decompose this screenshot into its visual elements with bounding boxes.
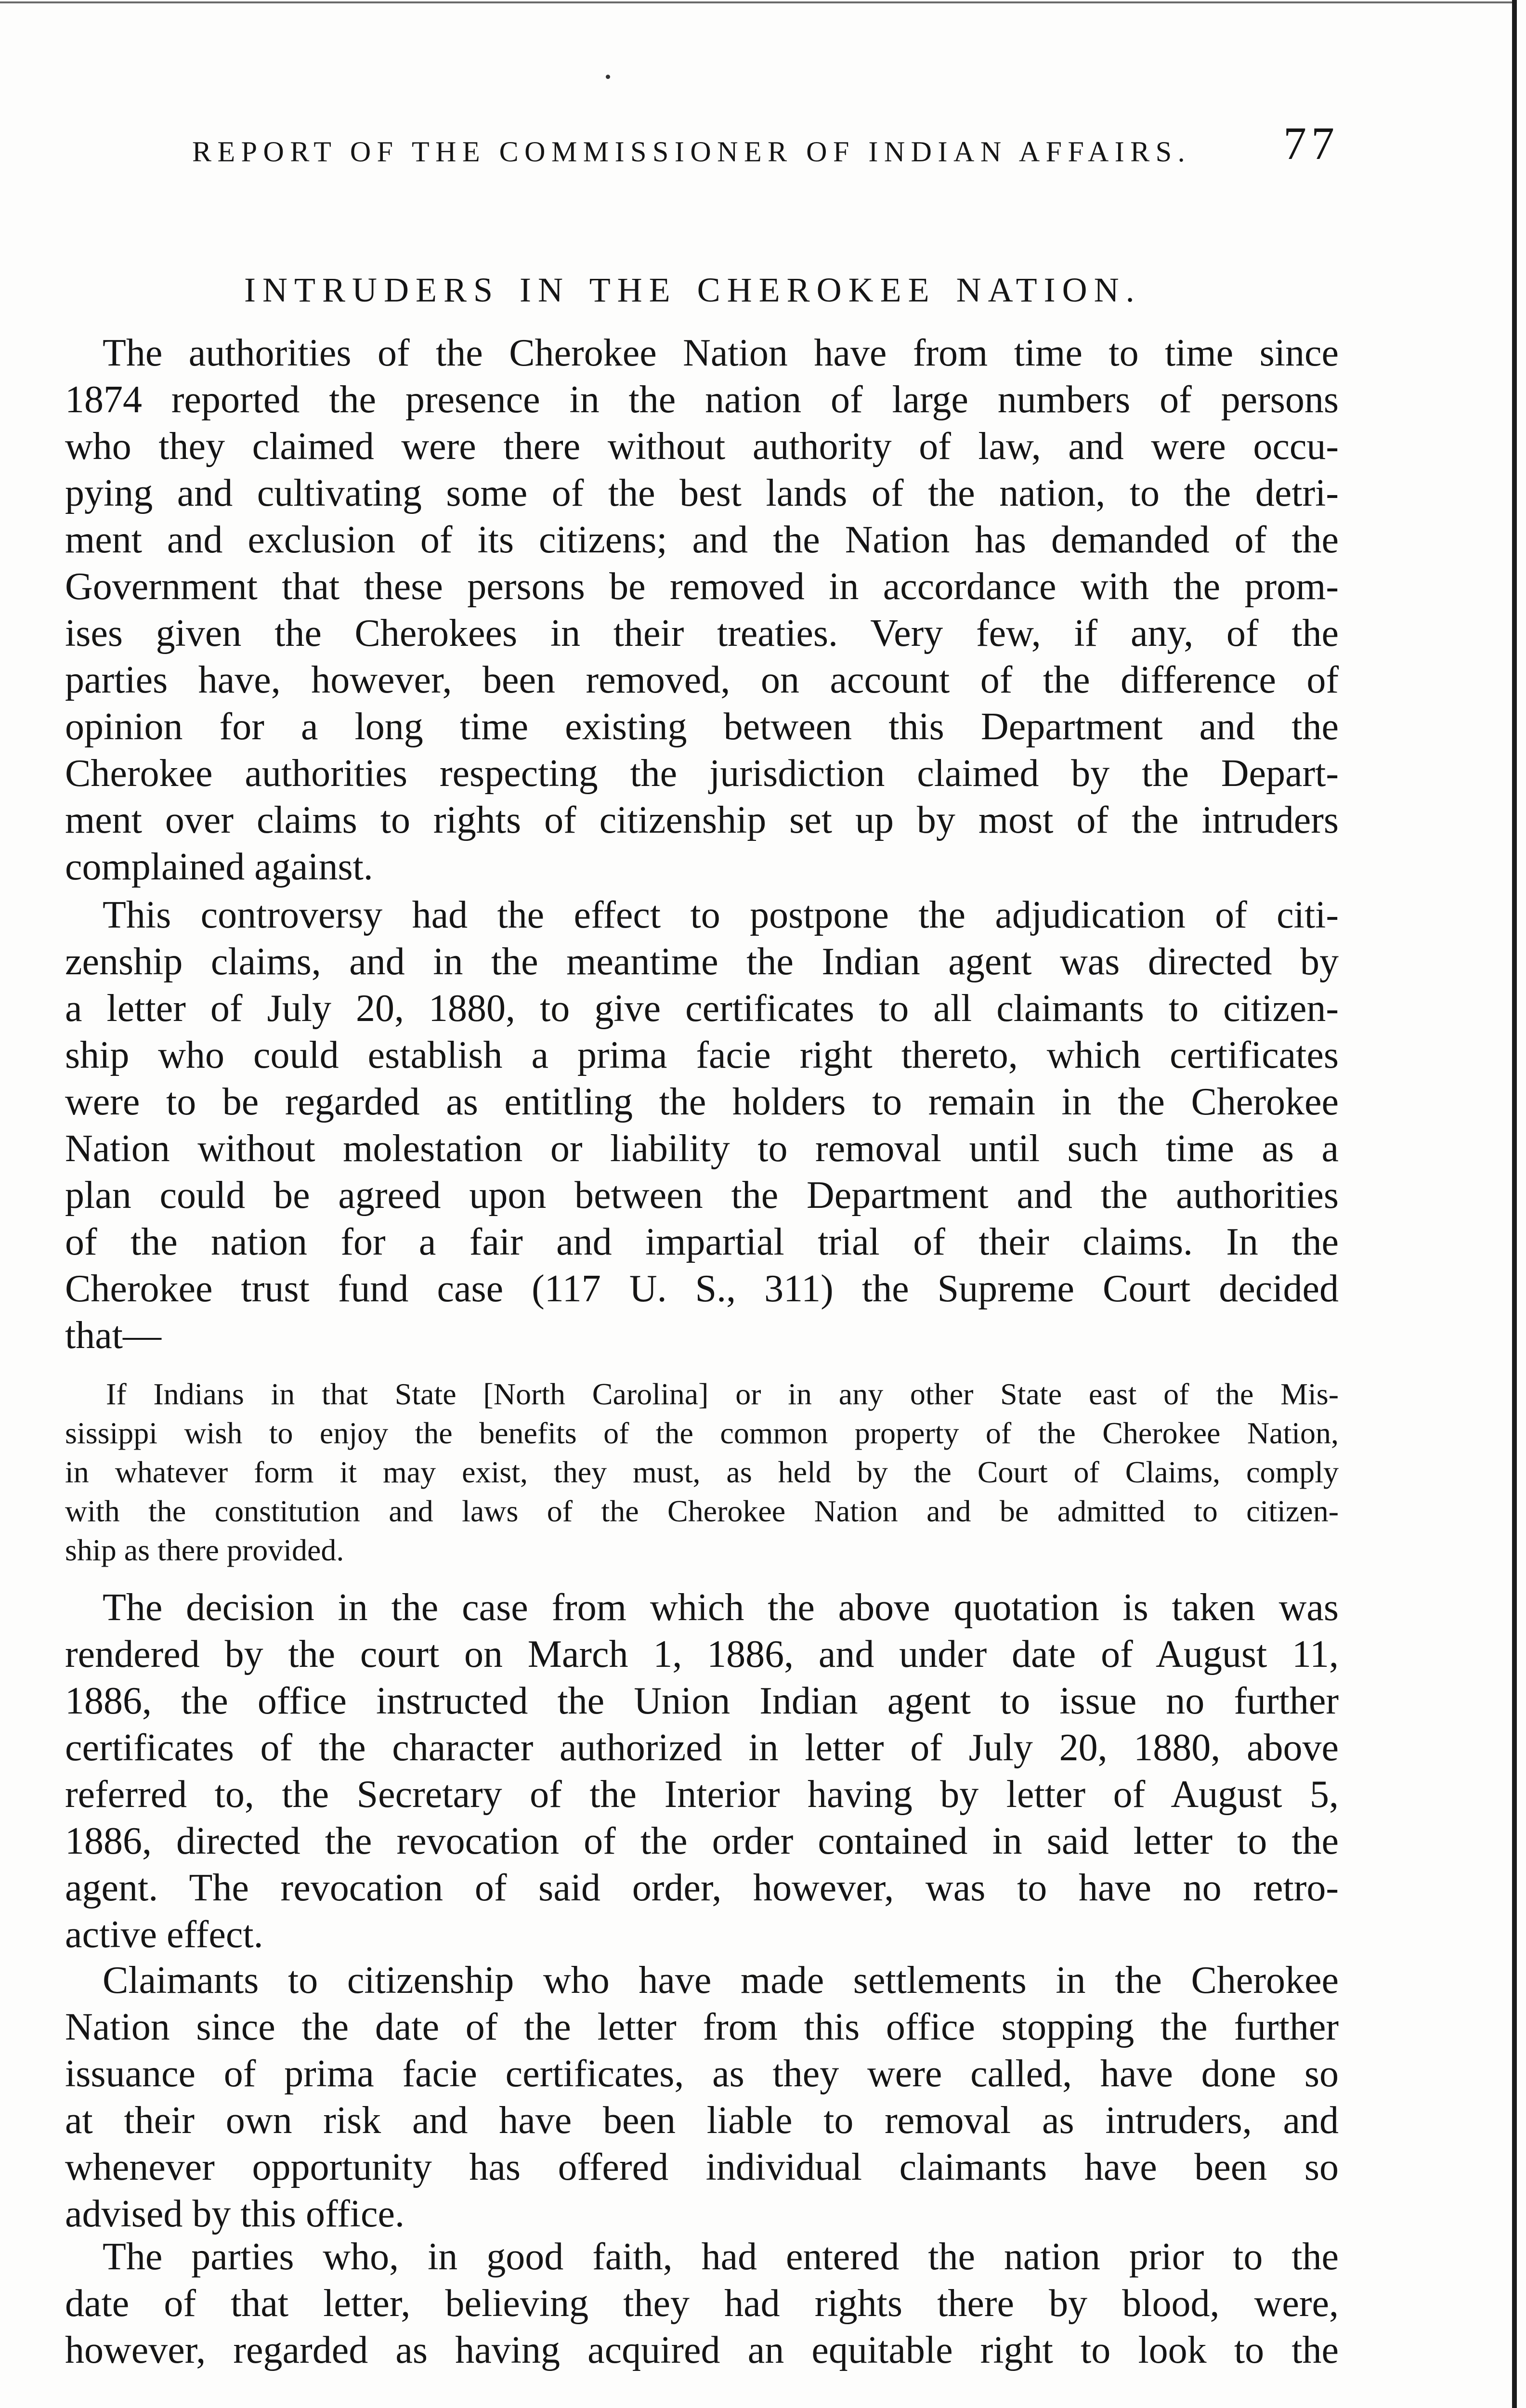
- text-line: Cherokee trust fund case (117 U. S., 311) the Supreme Court decided: [65, 1268, 1339, 1310]
- paragraph-1: [65, 330, 1339, 890]
- text-line: complained against.: [65, 846, 373, 888]
- text-line: of the nation for a fair and impartial trial of their claims. In the: [65, 1221, 1339, 1263]
- text-line: at their own risk and have been liable to removal as intruders, and: [65, 2099, 1339, 2142]
- text-line: pying and cultivating some of the best lands of the nation, to the detri-: [65, 472, 1339, 514]
- text-line: active effect.: [65, 1913, 263, 1956]
- quote-line: with the constitution and laws of the Cherokee Nation and be admitted to citizen-: [65, 1494, 1339, 1528]
- text-line: This controversy had the effect to postpone the adjudication of citi-: [103, 894, 1339, 936]
- quote-line: in whatever form it may exist, they must, as held by the Court of Claims, comply: [65, 1455, 1339, 1489]
- text-line: however, regarded as having acquired an equitable right to look to the: [65, 2329, 1339, 2371]
- text-line: plan could be agreed upon between the Department and the authorities: [65, 1174, 1339, 1217]
- section-title: INTRUDERS IN THE CHEROKEE NATION.: [244, 271, 1141, 309]
- text-line: ment and exclusion of its citizens; and the Nation has demanded of the: [65, 519, 1339, 561]
- text-line: certificates of the character authorized in letter of July 20, 1880, above: [65, 1727, 1339, 1769]
- text-line: opinion for a long time existing between this Department and the: [65, 706, 1339, 748]
- text-line: ises given the Cherokees in their treaties. Very few, if any, of the: [65, 612, 1339, 654]
- quote-line: sissippi wish to enjoy the benefits of the common property of the Cherokee Nation,: [65, 1416, 1339, 1450]
- text-line: issuance of prima facie certificates, as they were called, have done so: [65, 2053, 1339, 2095]
- text-line: zenship claims, and in the meantime the Indian agent was directed by: [65, 941, 1339, 983]
- text-line: were to be regarded as entitling the holders to remain in the Cherokee: [65, 1081, 1339, 1123]
- text-line: The parties who, in good faith, had entered the nation prior to the: [103, 2236, 1339, 2278]
- text-line: that—: [65, 1314, 161, 1357]
- quote-line: If Indians in that State [North Carolina] or in any other State east of the Mis-: [106, 1377, 1339, 1411]
- text-line: Claimants to citizenship who have made settlements in the Cherokee: [103, 1959, 1339, 2002]
- text-line: Government that these persons be removed in accordance with the prom-: [65, 565, 1339, 608]
- text-line: Cherokee authorities respecting the jurisdiction claimed by the Depart-: [65, 752, 1339, 795]
- text-line: who they claimed were there without authority of law, and were occu-: [65, 425, 1339, 468]
- text-line: date of that letter, believing they had rights there by blood, were,: [65, 2282, 1339, 2325]
- scan-speck: [606, 75, 610, 79]
- text-line: parties have, however, been removed, on account of the difference of: [65, 659, 1339, 701]
- text-line: agent. The revocation of said order, however, was to have no retro-: [65, 1867, 1339, 1909]
- running-head: REPORT OF THE COMMISSIONER OF INDIAN AFFAIRS.: [192, 136, 1191, 168]
- text-line: referred to, the Secretary of the Interior having by letter of August 5,: [65, 1773, 1339, 1816]
- text-line: The authorities of the Cherokee Nation have from time to time since: [103, 332, 1339, 374]
- text-line: ment over claims to rights of citizenship set up by most of the intruders: [65, 799, 1339, 841]
- text-line: ship who could establish a prima facie right thereto, which certificates: [65, 1034, 1339, 1076]
- text-line: 1886, the office instructed the Union Indian agent to issue no further: [65, 1680, 1339, 1722]
- text-line: a letter of July 20, 1880, to give certificates to all claimants to citizen-: [65, 987, 1339, 1030]
- text-line: Nation since the date of the letter from this office stopping the further: [65, 2006, 1339, 2048]
- paragraph-3: [65, 1584, 1339, 1958]
- text-line: rendered by the court on March 1, 1886, and under date of August 11,: [65, 1633, 1339, 1675]
- quote-line: ship as there provided.: [65, 1533, 344, 1567]
- paragraph-5: [65, 2234, 1339, 2374]
- text-line: 1886, directed the revocation of the order contained in said letter to the: [65, 1820, 1339, 1862]
- paragraph-2: [65, 892, 1339, 1359]
- text-line: advised by this office.: [65, 2193, 405, 2235]
- text-line: The decision in the case from which the above quotation is taken was: [103, 1586, 1339, 1629]
- page-number: 77: [1283, 118, 1339, 169]
- scan-edge-right: [1512, 0, 1517, 2408]
- text-line: 1874 reported the presence in the nation of large numbers of persons: [65, 379, 1339, 421]
- paragraph-4: [65, 1957, 1339, 2238]
- text-line: whenever opportunity has offered individual claimants have been so: [65, 2146, 1339, 2188]
- block-quote: [65, 1374, 1339, 1570]
- text-line: Nation without molestation or liability to removal until such time as a: [65, 1127, 1339, 1170]
- scan-edge-top: [0, 1, 1517, 3]
